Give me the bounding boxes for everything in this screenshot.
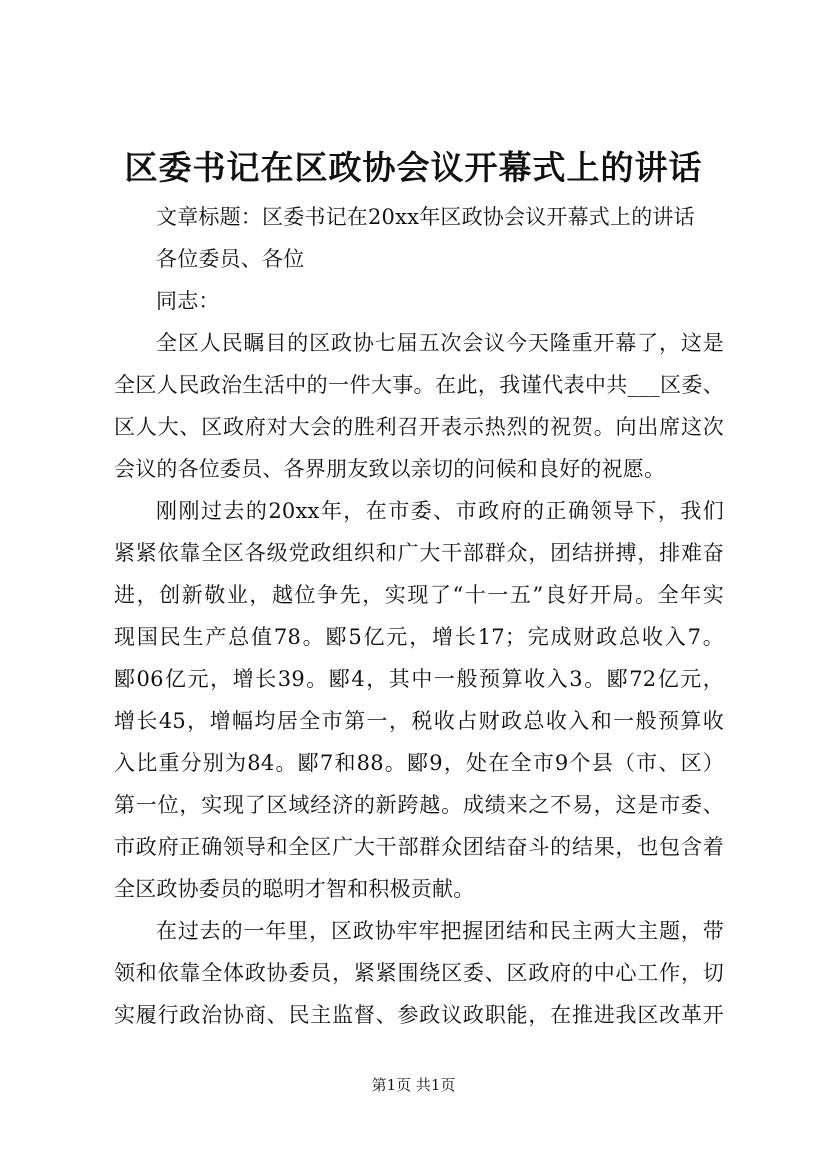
document-body	[114, 196, 724, 1036]
text-line: 各位委员、各位	[156, 247, 305, 271]
text-line: 全区政协委员的聪明才智和积极贡献。	[114, 877, 475, 901]
page-footer: 第1页 共1页	[371, 1076, 456, 1094]
text-line: 紧紧依靠全区各级党政组织和广大干部群众，团结拼搏，排难奋	[114, 541, 724, 565]
text-line: 郾06亿元，增长39。郾4，其中一般预算收入3。郾72亿元，	[114, 667, 724, 691]
text-line: 会议的各位委员、各界朋友致以亲切的问候和良好的祝愿。	[114, 457, 666, 481]
text-line: 在过去的一年里，区政协牢牢把握团结和民主两大主题，带	[156, 919, 724, 943]
text-line: 区人大、区政府对大会的胜利召开表示热烈的祝贺。向出席这次	[114, 415, 724, 439]
text-line: 进，创新敬业，越位争先，实现了“十一五”良好开局。全年实	[114, 583, 724, 607]
text-line: 文章标题：区委书记在20xx年区政协会议开幕式上的讲话	[156, 205, 695, 229]
text-line: 全区人民政治生活中的一件大事。在此，我谨代表中共___区委、	[114, 373, 724, 397]
text-line: 市政府正确领导和全区广大干部群众团结奋斗的结果，也包含着	[114, 835, 724, 859]
text-line: 全区人民瞩目的区政协七届五次会议今天隆重开幕了，这是	[156, 331, 724, 355]
text-line: 入比重分别为84。郾7和88。郾9，处在全市9个县（市、区）	[114, 751, 724, 775]
text-line: 领和依靠全体政协委员，紧紧围绕区委、区政府的中心工作，切	[114, 961, 724, 985]
page-title: 区委书记在区政协会议开幕式上的讲话	[124, 148, 703, 187]
text-line: 第一位，实现了区域经济的新跨越。成绩来之不易，这是市委、	[114, 793, 724, 817]
text-line: 增长45，增幅均居全市第一，税收占财政总收入和一般预算收	[114, 709, 724, 733]
text-line: 现国民生产总值78。郾5亿元，增长17；完成财政总收入7。	[114, 625, 724, 649]
text-line: 刚刚过去的20xx年，在市委、市政府的正确领导下，我们	[156, 499, 724, 523]
text-line: 实履行政治协商、民主监督、参政议政职能，在推进我区改革开	[114, 1003, 724, 1027]
text-line: 同志：	[156, 289, 220, 313]
